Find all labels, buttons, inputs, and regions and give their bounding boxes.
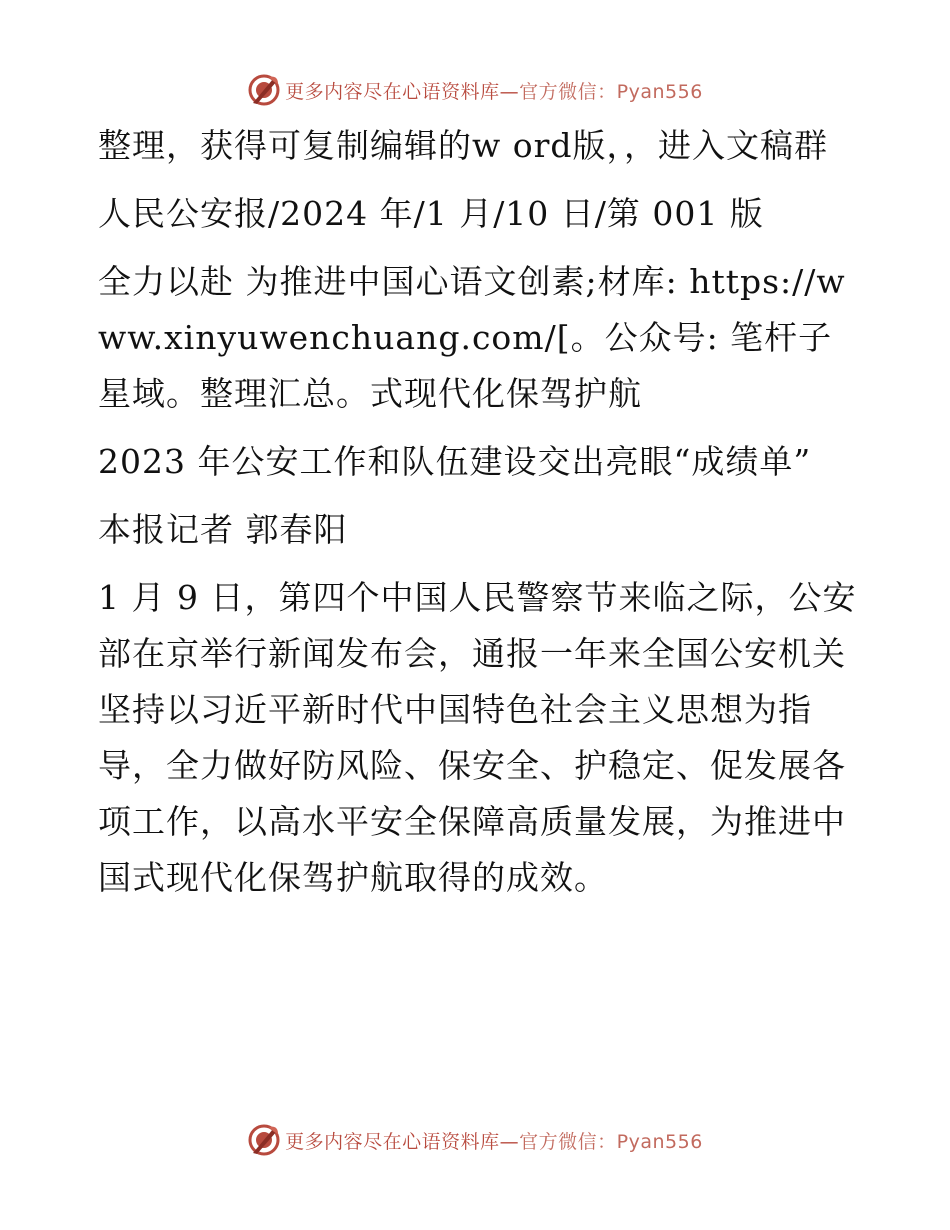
watermark-text: [285, 1127, 703, 1154]
feather-quill-seal-icon: [247, 1123, 281, 1157]
watermark-contact: 官方微信：Pyan556: [519, 1130, 703, 1153]
byline: 本报记者 郭春阳: [98, 510, 348, 549]
watermark-brand: 更多内容尽在心语资料库: [285, 1130, 500, 1153]
header-watermark: [0, 70, 950, 110]
footer-watermark: [0, 1120, 950, 1160]
watermark-text: [285, 77, 703, 104]
watermark-brand: 更多内容尽在心语资料库: [285, 80, 500, 103]
intro-note-paragraph: 整理，获得可复制编辑的w ord版，，进入文稿群: [98, 126, 829, 165]
document-body: [98, 118, 858, 918]
subheadline: 2023 年公安工作和队伍建设交出亮眼“成绩单”: [98, 442, 812, 481]
article-paragraph: 1 月 9 日，第四个中国人民警察节来临之际，公安部在京举行新闻发布会，通报一年来全国公安机关坚持以习近平新时代中国特色社会主义思想为指导，全力做好防风险、保安全、护稳定、促发展各项工作，以高水平安全保障高质量发展，为推进中国式现代化保驾护航取得的成效。: [98, 578, 857, 897]
watermark-contact: 官方微信：Pyan556: [519, 80, 703, 103]
watermark-separator: —: [499, 1130, 520, 1153]
watermark-separator: —: [499, 80, 520, 103]
feather-quill-seal-icon: [247, 73, 281, 107]
source-line: 人民公安报/2024 年/1 月/10 日/第 001 版: [98, 194, 764, 233]
headline-paragraph: 全力以赴 为推进中国心语文创素;材库: https://www.xinyuwenchuang.com/[。公众号: 笔杆子星域。整理汇总。式现代化保驾护航: [98, 262, 846, 413]
